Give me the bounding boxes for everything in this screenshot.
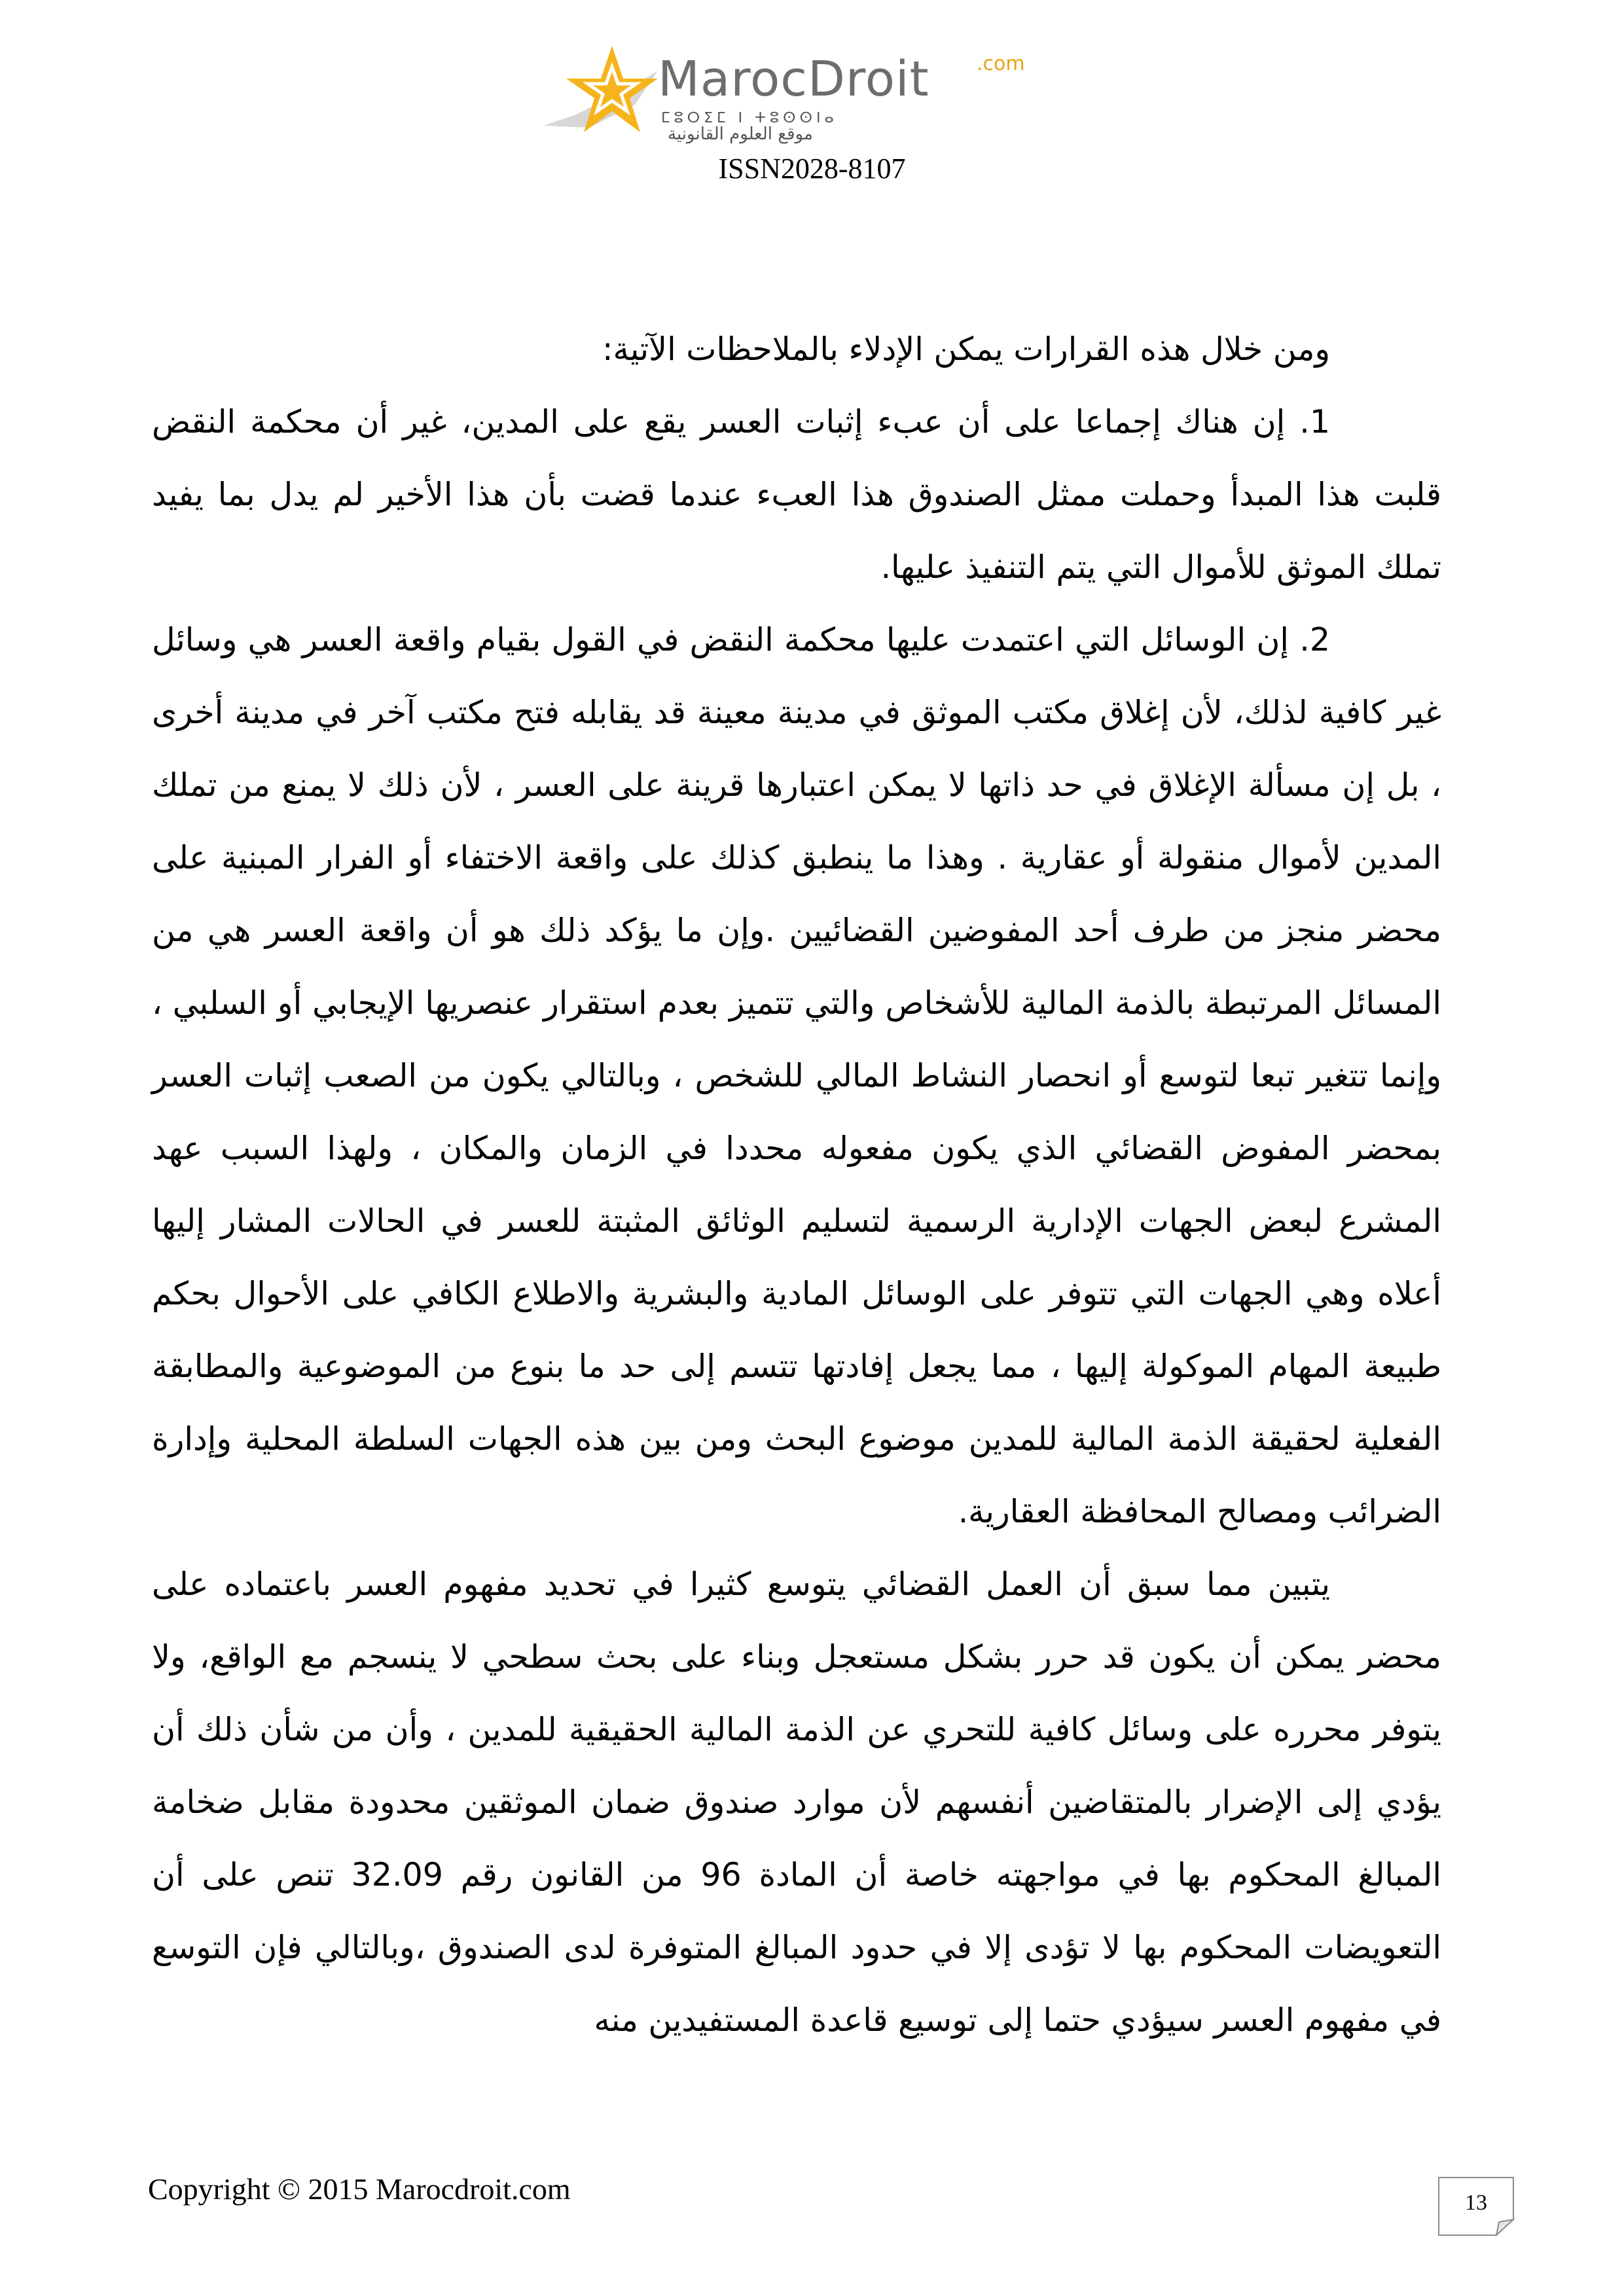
logo-wordmark: MarocDroit bbox=[658, 51, 929, 107]
page-number: 13 bbox=[1465, 2191, 1487, 2215]
intro-paragraph: ومن خلال هذه القرارات يمكن الإدلاء بالملاحظات الآتية: bbox=[602, 331, 1330, 368]
logo-tifinagh-tagline: ⵎⵓⵔⵉⵎ ⵏ ⵜⵓⵙⵙⵏⴰ bbox=[661, 110, 838, 126]
logo-suffix: .com bbox=[977, 52, 1025, 75]
note-1-paragraph: 1. إن هناك إجماعا على أن عبء إثبات العسر يقع على المدين، غير أن محكمة النقض قلبت هذا المبدأ وحملت ممثل الصندوق هذا العبء عندما قضت بأن هذا الأخير لم يدل بما يفيد تملك الموثق للأموال التي يتم التنفيذ عليها. bbox=[152, 403, 1441, 586]
logo-arabic-tagline: موقع العلوم القانونية bbox=[668, 124, 813, 144]
conclusion-paragraph: يتبين مما سبق أن العمل القضائي يتوسع كثيرا في تحديد مفهوم العسر باعتماده على محضر يمكن أن يكون قد حرر بشكل مستعجل وبناء على بحث سطحي لا ينسجم مع الواقع، ولا يتوفر محرره على وسائل كافية للتحري عن الذمة المالية الحقيقية للمدين ، وأن من شأن ذلك أن يؤدي إلى الإضرار بالمتقاضين أنفسهم لأن موارد صندوق ضمان الموثقين محدودة مقابل ضخامة المبالغ المحكوم بها في مواجهته خاصة أن المادة 96 من القانون رقم 32.09 تنص على أن التعويضات المحكوم بها لا تؤدى إلا في حدود المبالغ المتوفرة لدى الصندوق ،وبالتالي فإن التوسع في مفهوم العسر سيؤدي حتما إلى توسيع قاعدة المستفيدين منه bbox=[152, 1566, 1441, 2039]
note-2-paragraph: 2. إن الوسائل التي اعتمدت عليها محكمة النقض في القول بقيام واقعة العسر هي وسائل غير كافية لذلك، لأن إغلاق مكتب الموثق في مدينة معينة قد يقابله فتح مكتب آخر في مدينة أخرى ، بل إن مسألة الإغلاق في حد ذاتها لا يمكن اعتبارها قرينة على العسر ، لأن ذلك لا يمنع من تملك المدين لأموال منقولة أو عقارية . وهذا ما ينطبق كذلك على واقعة الاختفاء أو الفرار المبنية على محضر منجز من طرف أحد المفوضين القضائيين .وإن ما يؤكد ذلك هو أن واقعة العسر هي من المسائل المرتبطة بالذمة المالية للأشخاص والتي تتميز بعدم استقرار عنصريها الإيجابي أو السلبي ، وإنما تتغير تبعا لتوسع أو انحصار النشاط المالي للشخص ، وبالتالي يكون من الصعب إثبات العسر بمحضر المفوض القضائي الذي يكون مفعوله محددا في الزمان والمكان ، ولهذا السبب عهد المشرع لبعض الجهات الإدارية الرسمية لتسليم الوثائق المثبتة للعسر في الحالات المشار إليها أعلاه وهي الجهات التي تتوفر على الوسائل المادية والبشرية والاطلاع الكافي على الأحوال بحكم طبيعة المهام الموكولة إليها ، مما يجعل إفادتها تتسم إلى حد ما بنوع من الموضوعية والمطابقة الفعلية لحقيقة الذمة المالية للمدين موضوع البحث ومن بين هذه الجهات السلطة المحلية وإدارة الضرائب ومصالح المحافظة العقارية. bbox=[152, 621, 1441, 1530]
copyright-notice: Copyright © 2015 Marocdroit.com bbox=[148, 2172, 571, 2206]
issn-label: ISSN2028-8107 bbox=[718, 152, 906, 185]
article-body bbox=[152, 313, 1441, 2056]
site-logo bbox=[537, 39, 1060, 144]
star-logo-icon bbox=[537, 39, 668, 144]
page-number-box bbox=[1437, 2176, 1515, 2236]
